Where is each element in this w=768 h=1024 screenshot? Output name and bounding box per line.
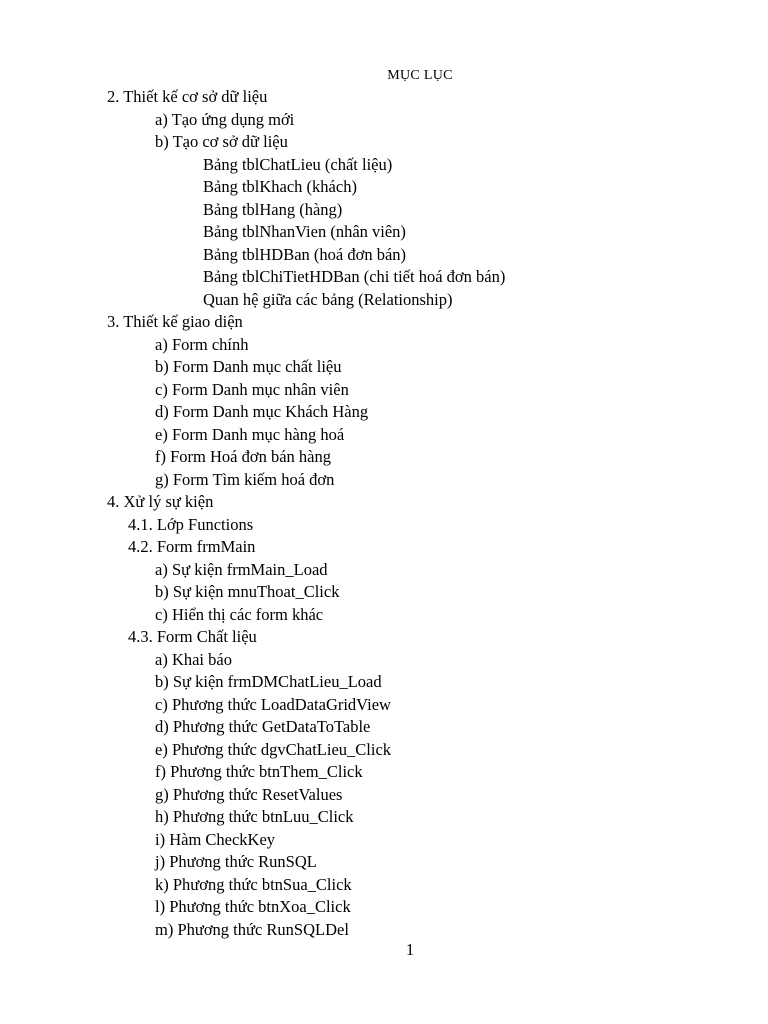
toc-entry: h) Phương thức btnLuu_Click <box>155 807 354 826</box>
toc-entry: 4.1. Lớp Functions <box>128 514 254 534</box>
toc-entry: l) Phương thức btnXoa_Click <box>155 897 351 916</box>
toc-entry: Bảng tblNhanVien (nhân viên) <box>203 222 406 241</box>
toc-entry: a) Tạo ứng dụng mới <box>155 109 295 129</box>
toc-entry: Bảng tblHDBan (hoá đơn bán) <box>203 244 407 264</box>
toc-entry: 3. Thiết kế giao diện <box>107 312 243 331</box>
toc-entry: d) Phương thức GetDataToTable <box>155 717 371 736</box>
toc-entry: a) Sự kiện frmMain_Load <box>155 559 328 579</box>
toc-entry: g) Form Tìm kiếm hoá đơn <box>155 469 335 489</box>
toc-entry: b) Tạo cơ sở dữ liệu <box>155 132 288 151</box>
toc-entry: 4.2. Form frmMain <box>128 537 256 556</box>
toc-entry: i) Hàm CheckKey <box>155 829 276 849</box>
table-of-contents <box>0 86 505 941</box>
page-number: 1 <box>405 940 415 959</box>
toc-entry: c) Form Danh mục nhân viên <box>155 379 349 399</box>
toc-entry: Bảng tblKhach (khách) <box>203 177 357 196</box>
toc-entry: f) Form Hoá đơn bán hàng <box>155 447 331 466</box>
page-title: MỤC LỤC <box>387 68 453 83</box>
toc-entry: b) Sự kiện frmDMChatLieu_Load <box>155 672 382 691</box>
toc-entry: Bảng tblChatLieu (chất liệu) <box>203 154 393 174</box>
toc-entry: 4. Xử lý sự kiện <box>107 492 214 511</box>
toc-entry: e) Form Danh mục hàng hoá <box>155 424 345 444</box>
toc-entry: c) Hiển thị các form khác <box>155 604 324 624</box>
toc-entry: 4.3. Form Chất liệu <box>128 627 257 646</box>
toc-entry: Bảng tblChiTietHDBan (chi tiết hoá đơn bán) <box>203 267 506 286</box>
toc-entry: m) Phương thức RunSQLDel <box>155 919 349 939</box>
toc-entry: j) Phương thức RunSQL <box>155 852 317 871</box>
toc-entry: b) Sự kiện mnuThoat_Click <box>155 582 340 601</box>
toc-entry: k) Phương thức btnSua_Click <box>155 874 352 894</box>
toc-entry: Bảng tblHang (hàng) <box>203 199 343 219</box>
toc-entry: d) Form Danh mục Khách Hàng <box>155 402 369 421</box>
toc-entry: e) Phương thức dgvChatLieu_Click <box>155 739 392 759</box>
toc-entry: f) Phương thức btnThem_Click <box>155 762 363 781</box>
toc-entry: g) Phương thức ResetValues <box>155 784 343 804</box>
toc-entry: a) Form chính <box>155 334 249 354</box>
toc-entry: b) Form Danh mục chất liệu <box>155 357 342 376</box>
toc-entry: 2. Thiết kế cơ sở dữ liệu <box>107 87 268 106</box>
toc-entry: c) Phương thức LoadDataGridView <box>155 694 391 714</box>
toc-entry: Quan hệ giữa các bảng (Relationship) <box>203 289 453 309</box>
toc-entry: a) Khai báo <box>155 649 232 669</box>
